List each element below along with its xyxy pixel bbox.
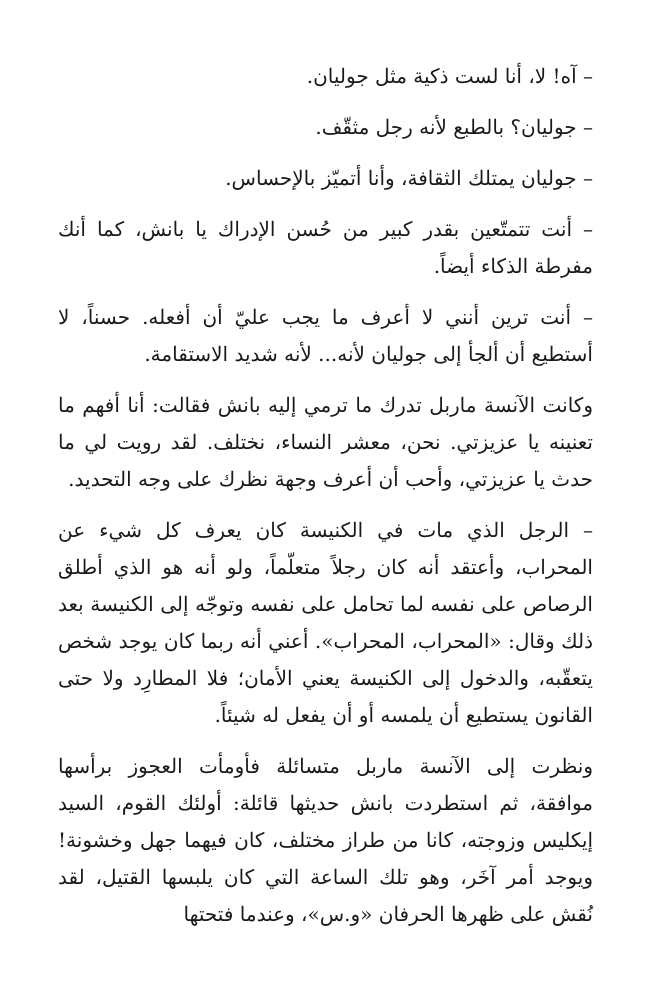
dialogue-line: – أنت ترين أنني لا أعرف ما يجب عليّ أن أفعله. حسناً، لا أستطيع أن ألجأ إلى جوليان لأنه... لأنه شديد الاستقامة. (58, 305, 593, 366)
dialogue-line: – جوليان؟ بالطبع لأنه رجل مثقّف. (315, 115, 593, 139)
dialogue-line: – أنت تتمتّعين بقدر كبير من حُسن الإدراك يا بانش، كما أنك مفرطة الذكاء أيضاً. (58, 217, 593, 278)
dialogue-line: – جوليان يمتلك الثقافة، وأنا أتميّز بالإحساس. (225, 166, 593, 190)
narrative-paragraph: وكانت الآنسة ماربل تدرك ما ترمي إليه بانش فقالت: أنا أفهم ما تعنينه يا عزيزتي. نحن، معشر النساء، نختلف. لقد رويت لي ما حدث يا عزيزتي، وأحب أن أعرف وجهة نظرك على وجه التحديد. (58, 393, 593, 491)
narrative-paragraph: ونظرت إلى الآنسة ماربل متسائلة فأومأت العجوز برأسها موافقة، ثم استطردت بانش حديثها قائلة: أولئك القوم، السيد إيكليس وزوجته، كانا من طراز مختلف، كان فيهما جهل وخشونة! ويوجد أمر آخَر، وهو تلك الساعة التي كان يلبسها القتيل، لقد نُقش على ظهرها الحرفان «و.س»، وعندما فتحتها (58, 754, 593, 926)
dialogue-line: – الرجل الذي مات في الكنيسة كان يعرف كل شيء عن المحراب، وأعتقد أنه كان رجلاً متعلّماً، ولو أنه هو الذي أطلق الرصاص على نفسه لما تحامل على نفسه وتوجّه إلى الكنيسة بعد ذلك وقال: «المحراب، المحراب». أعني أنه ربما كان يوجد شخص يتعقّبه، والدخول إلى الكنيسة يعني الأمان؛ فلا المطارِد ولا حتى القانون يستطيع أن يلمسه أو أن يفعل له شيئاً. (58, 518, 593, 727)
dialogue-line: – آه! لا، أنا لست ذكية مثل جوليان. (306, 64, 593, 88)
